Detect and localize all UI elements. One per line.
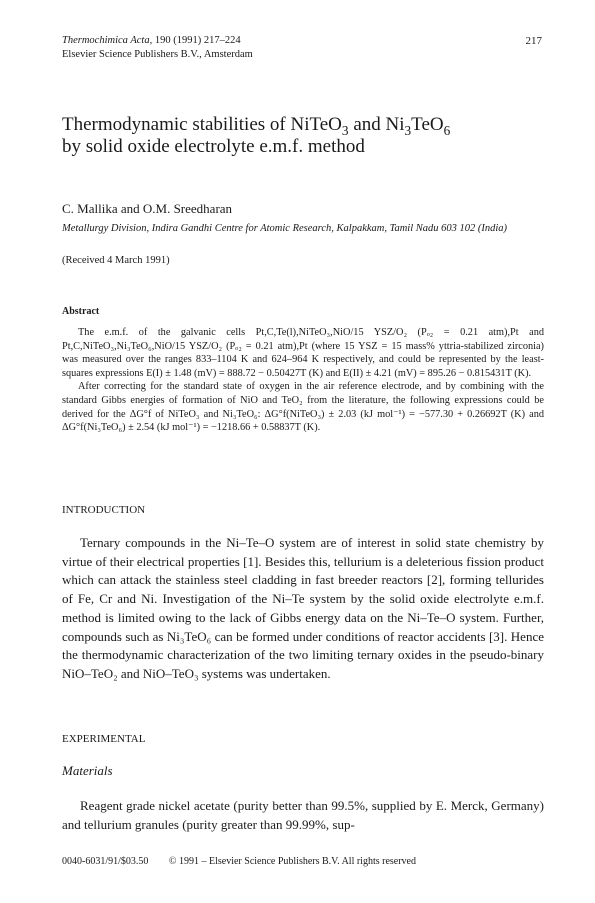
introduction-section — [62, 534, 544, 684]
abstract-paragraph-2: After correcting for the standard state of oxygen in the air reference electrode, and by combining with the standard Gibbs energies of formation of NiO and TeO₂ from the literature, the following expressions could be derived for the ΔG°f of NiTeO₃ and Ni₃TeO₆: ΔG°f(NiTeO₃) ± 2.03 (kJ mol⁻¹) = −577.30 + 0.26692T (K) and ΔG°f(Ni₃TeO₆) ± 2.54 (kJ mol⁻¹) = −1218.66 + 0.58837T (K). — [62, 381, 544, 434]
page-footer — [62, 856, 434, 867]
introduction-heading: INTRODUCTION — [62, 504, 146, 516]
abstract — [62, 326, 544, 435]
received-date: (Received 4 March 1991) — [62, 255, 170, 266]
title-line-2: by solid oxide electrolyte e.m.f. method — [62, 136, 365, 157]
materials-section — [62, 797, 544, 834]
journal-citation: 190 (1991) 217–224 — [152, 35, 241, 46]
copyright-notice: © 1991 – Elsevier Science Publishers B.V. All rights reserved — [168, 856, 416, 867]
affiliation: Metallurgy Division, Indira Gandhi Centre for Atomic Research, Kalpakkam, Tamil Nadu 603 102 (India) — [62, 223, 508, 234]
publisher-line: Elsevier Science Publishers B.V., Amsterdam — [62, 49, 253, 60]
introduction-paragraph: Ternary compounds in the Ni–Te–O system are of interest in solid state chemistry by virtue of their electrical properties [1]. Besides this, tellurium is a deleterious fission product which can attack the stainless steel cladding in fast breeder reactors [2], forming tellurides of Fe, Cr and Ni. Investigation of the Ni–Te system by the solid oxide electrolyte e.m.f. method is limited owing to the lack of Gibbs energy data on the Ni–Te–O system. Further, compounds such as Ni₃TeO₆ can be formed under conditions of reactor accidents [3]. Hence the thermodynamic characterization of the two limiting ternary oxides in the pseudo-binary NiO–TeO₂ and NiO–TeO₃ systems was undertaken. — [62, 535, 544, 681]
article-code: 0040-6031/91/$03.50 — [62, 856, 149, 867]
abstract-paragraph-1: The e.m.f. of the galvanic cells Pt,C,Te(l),NiTeO₃,NiO/15 YSZ/O₂ (Pₒ₂ = 0.21 atm),Pt and Pt,C,NiTeO₃,Ni₃TeO₆,NiO/15 YSZ/O₂ (Pₒ₂ = 0.21 atm),Pt (where 15 YSZ = 15 mass% yttria-stabilized zirconia) was measured over the ranges 833–1104 K and 624–964 K respectively, and could be represented by the least-squares expressions E(I) ± 1.48 (mV) = 888.72 − 0.50427T (K) and E(II) ± 4.21 (mV) = 895.26 − 0.815431T (K). — [62, 327, 544, 379]
journal-name: Thermochimica Acta, — [62, 35, 153, 46]
page-number: 217 — [525, 35, 542, 47]
materials-paragraph: Reagent grade nickel acetate (purity better than 99.5%, supplied by E. Merck, Germany) and tellurium granules (purity greater than 99.99%, sup- — [62, 798, 544, 832]
experimental-heading: EXPERIMENTAL — [62, 733, 146, 745]
materials-heading: Materials — [62, 763, 113, 778]
article-title — [62, 114, 542, 158]
title-line-1: Thermodynamic stabilities of NiTeO$_3$ and $Ni_3TeO_6$ — [62, 114, 451, 138]
authors: C. Mallika and O.M. Sreedharan — [62, 201, 233, 216]
abstract-heading: Abstract — [62, 306, 100, 317]
journal-header — [62, 34, 542, 62]
